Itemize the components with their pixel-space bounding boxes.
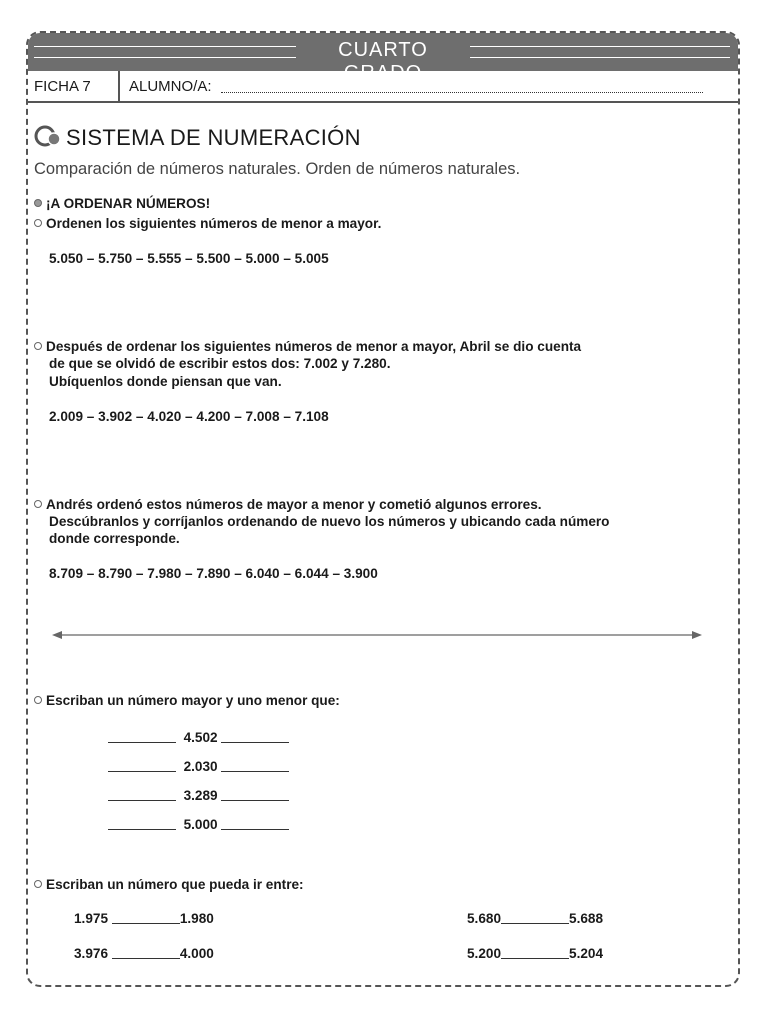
q5-from: 5.680 (467, 911, 502, 926)
activity-title-row (34, 196, 210, 211)
q5-right-row-1 (467, 911, 603, 926)
q5-right-row-2 (467, 946, 603, 961)
answer-blank[interactable] (112, 923, 180, 924)
q1-instruction-row (34, 216, 381, 231)
q4-instruction-row (34, 693, 340, 708)
q3-line1-row (34, 497, 542, 512)
answer-blank[interactable] (108, 742, 176, 743)
q4-row-2 (108, 759, 289, 774)
q1-instruction: Ordenen los siguientes números de menor a mayor. (46, 216, 382, 231)
bullet-icon (34, 500, 42, 508)
answer-blank[interactable] (108, 829, 176, 830)
q5-left-row-2 (74, 946, 214, 961)
answer-blank[interactable] (221, 742, 289, 743)
alumno-label: ALUMNO/A: (129, 78, 212, 95)
answer-blank[interactable] (108, 771, 176, 772)
q5-to: 4.000 (179, 946, 214, 961)
activity-title: ¡A ORDENAR NÚMEROS! (46, 196, 211, 211)
q4-value: 4.502 (183, 730, 218, 745)
q4-value: 2.030 (183, 759, 218, 774)
bullet-icon (34, 219, 42, 227)
banner-title: CUARTO GRADO (338, 39, 428, 84)
answer-blank[interactable] (501, 958, 569, 959)
q4-row-3 (108, 788, 289, 803)
answer-blank[interactable] (221, 800, 289, 801)
number-line (52, 628, 702, 642)
bullet-icon (34, 696, 42, 704)
q4-row-1 (108, 730, 289, 745)
q4-instruction: Escriban un número mayor y uno menor que: (46, 693, 340, 708)
q5-from: 1.975 (74, 911, 109, 926)
section-logo-icon (34, 124, 64, 148)
bullet-icon (34, 342, 42, 350)
q3-line3: donde corresponde. (49, 531, 180, 546)
grade-banner (28, 33, 738, 84)
q5-instruction: Escriban un número que pueda ir entre: (46, 877, 304, 892)
q2-line1-row (34, 339, 581, 354)
q3-numbers: 8.709 – 8.790 – 7.980 – 7.890 – 6.040 – 6.044 – 3.900 (49, 566, 378, 581)
banner-rule-right (470, 46, 730, 58)
info-divider (118, 71, 120, 101)
answer-blank[interactable] (112, 958, 180, 959)
answer-blank[interactable] (221, 829, 289, 830)
answer-blank[interactable] (501, 923, 569, 924)
q4-value: 5.000 (183, 817, 218, 832)
q2-numbers: 2.009 – 3.902 – 4.020 – 4.200 – 7.008 – 7.108 (49, 409, 329, 424)
bullet-icon (34, 199, 42, 207)
q1-numbers: 5.050 – 5.750 – 5.555 – 5.500 – 5.000 – 5.005 (49, 251, 329, 266)
ficha-label: FICHA 7 (34, 78, 91, 95)
q5-from: 5.200 (467, 946, 502, 961)
section-subtitle: Comparación de números naturales. Orden de números naturales. (34, 160, 521, 178)
q2-line3: Ubíquenlos donde piensan que van. (49, 374, 282, 389)
q5-to: 5.204 (569, 946, 604, 961)
q2-line1: Después de ordenar los siguientes números de menor a mayor, Abril se dio cuenta (46, 339, 582, 354)
section-heading: SISTEMA DE NUMERACIÓN (66, 125, 361, 150)
answer-blank[interactable] (221, 771, 289, 772)
q3-line1: Andrés ordenó estos números de mayor a menor y cometió algunos errores. (46, 497, 542, 512)
q5-to: 1.980 (179, 911, 214, 926)
q2-line2: de que se olvidó de escribir estos dos: 7.002 y 7.280. (49, 356, 391, 371)
q5-to: 5.688 (569, 911, 604, 926)
q4-row-4 (108, 817, 289, 832)
q5-left-row-1 (74, 911, 214, 926)
q5-instruction-row (34, 877, 304, 892)
bullet-icon (34, 880, 42, 888)
q3-line2: Descúbranlos y corríjanlos ordenando de nuevo los números y ubicando cada número (49, 514, 610, 529)
answer-blank[interactable] (108, 800, 176, 801)
q5-from: 3.976 (74, 946, 109, 961)
banner-rule-left (34, 46, 296, 58)
alumno-name-field[interactable] (221, 92, 703, 93)
info-row (28, 71, 738, 103)
q4-value: 3.289 (183, 788, 218, 803)
